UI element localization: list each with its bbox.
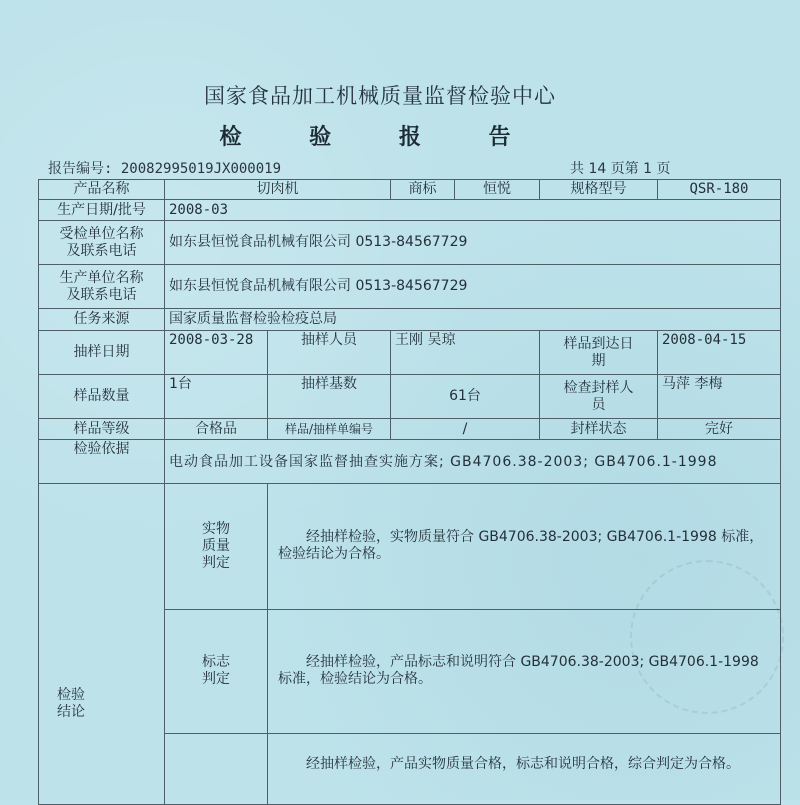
brand-value: 恒悦 — [455, 180, 540, 200]
overall-label-empty — [165, 733, 268, 804]
physical-quality-text: 经抽样检验，实物质量符合 GB4706.38-2003; GB4706.1-1998 标准，检验结论为合格。 — [268, 484, 781, 610]
prod-date-value: 2008-03 — [165, 200, 781, 221]
table-row — [39, 331, 781, 375]
inspected-unit-label-line2: 及联系电话 — [66, 242, 137, 259]
sample-no-label: 样品/抽样单编号 — [268, 419, 391, 440]
task-source-label: 任务来源 — [39, 309, 165, 331]
mark-label-line1: 标志 — [202, 654, 230, 671]
sample-no-value: / — [391, 419, 540, 440]
sampler-value: 王刚 吴琼 — [391, 331, 540, 375]
report-number-label: 报告编号: — [48, 161, 113, 177]
conclusion-label — [39, 484, 103, 804]
seal-state-label: 封样状态 — [540, 419, 658, 440]
table-row — [39, 484, 781, 610]
conclusion-cell — [39, 484, 165, 805]
grade-value: 合格品 — [165, 419, 268, 440]
basis-value: 电动食品加工设备国家监督抽查实施方案; GB4706.38-2003; GB4706.1-1998 — [165, 440, 781, 484]
inspected-unit-label-line1: 受检单位名称 — [59, 225, 144, 242]
table-row — [39, 180, 781, 200]
page-info: 共 14 页第 1 页 — [570, 161, 671, 177]
sampling-date-label: 抽样日期 — [39, 331, 165, 375]
arrival-date-value: 2008-04-15 — [658, 331, 781, 375]
producer-label-line1: 生产单位名称 — [59, 269, 144, 286]
mark-label — [165, 609, 268, 733]
physical-quality-label-line2: 质量 — [202, 537, 230, 554]
seal-state-value: 完好 — [658, 419, 781, 440]
product-name-value: 切肉机 — [165, 180, 391, 200]
basis-label: 检验依据 — [39, 440, 165, 484]
inspected-unit-label — [39, 221, 165, 265]
physical-quality-label-line3: 判定 — [202, 554, 230, 571]
sampler-label: 抽样人员 — [268, 331, 391, 375]
sealer-label — [540, 375, 658, 419]
report-number-value: 20082995019JX000019 — [120, 161, 282, 177]
grade-label: 样品等级 — [39, 419, 165, 440]
sealer-value: 马萍 李梅 — [658, 375, 781, 419]
qty-label: 样品数量 — [39, 375, 165, 419]
table-row — [39, 265, 781, 309]
table-row — [39, 221, 781, 265]
table-row — [39, 309, 781, 331]
org-title: 国家食品加工机械质量监督检验中心 — [204, 84, 556, 108]
task-source-value: 国家质量监督检验检疫总局 — [165, 309, 781, 331]
table-row — [39, 200, 781, 221]
brand-label: 商标 — [391, 180, 455, 200]
conclusion-label-line1: 检验 — [57, 687, 85, 703]
report-title: 检 验 报 告 — [219, 125, 541, 150]
table-row — [39, 375, 781, 419]
base-value: 61台 — [391, 375, 540, 419]
qty-value: 1台 — [165, 375, 268, 419]
sampling-date-value: 2008-03-28 — [165, 331, 268, 375]
base-label: 抽样基数 — [268, 375, 391, 419]
arrival-label-line1: 样品到达日 — [563, 335, 634, 352]
model-label: 规格型号 — [540, 180, 658, 200]
mark-label-line2: 判定 — [202, 671, 230, 688]
producer-label-line2: 及联系电话 — [66, 286, 137, 303]
table-row — [39, 440, 781, 484]
inspected-unit-value: 如东县恒悦食品机械有限公司 0513-84567729 — [165, 221, 781, 265]
table-row — [39, 419, 781, 440]
arrival-label-line2: 期 — [591, 352, 606, 369]
physical-quality-label-line1: 实物 — [202, 520, 230, 537]
prod-date-label: 生产日期/批号 — [39, 200, 165, 221]
report-number — [48, 158, 281, 178]
conclusion-label-line2: 结论 — [57, 704, 85, 720]
physical-quality-label — [165, 484, 268, 610]
model-value: QSR-180 — [658, 180, 781, 200]
report-table — [38, 179, 781, 805]
sealer-label-line2: 员 — [591, 396, 606, 413]
arrival-label — [540, 331, 658, 375]
sealer-label-line1: 检查封样人 — [563, 379, 634, 396]
producer-value: 如东县恒悦食品机械有限公司 0513-84567729 — [165, 265, 781, 309]
producer-label — [39, 265, 165, 309]
overall-text: 经抽样检验，产品实物质量合格，标志和说明合格，综合判定为合格。 — [268, 733, 781, 804]
product-name-label: 产品名称 — [39, 180, 165, 200]
mark-text: 经抽样检验，产品标志和说明符合 GB4706.38-2003; GB4706.1-1998 标准，检验结论为合格。 — [268, 609, 781, 733]
